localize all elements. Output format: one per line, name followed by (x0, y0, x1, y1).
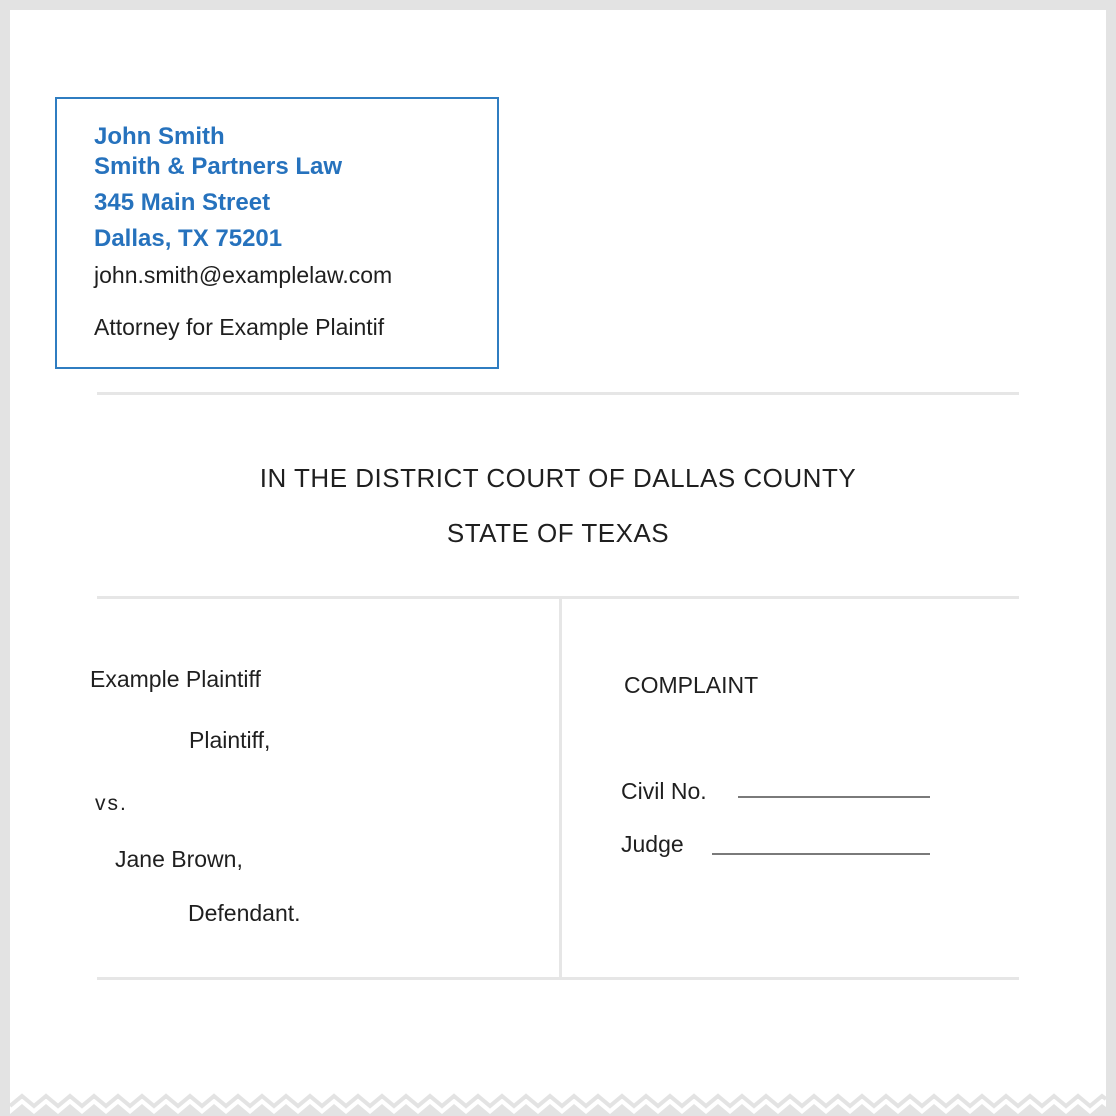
court-state: STATE OF TEXAS (446, 518, 670, 548)
civil-no-label: Civil No. (621, 778, 707, 804)
attorney-firm: Smith & Partners Law (94, 153, 343, 180)
torn-edge (10, 1086, 1106, 1116)
caption-divider (559, 599, 562, 977)
attorney-street: 345 Main Street (94, 189, 271, 216)
attorney-role: Attorney for Example Plaintif (94, 314, 385, 340)
judge-label: Judge (621, 831, 684, 857)
attorney-city: Dallas, TX 75201 (94, 225, 283, 252)
court-name: IN THE DISTRICT COURT OF DALLAS COUNTY (259, 463, 857, 493)
civil-no-blank[interactable] (738, 796, 930, 798)
versus-label: vs. (95, 792, 128, 815)
defendant-name: Jane Brown, (115, 846, 243, 872)
attorney-info-box (55, 97, 499, 369)
divider-caption-top (97, 596, 1019, 599)
plaintiff-name: Example Plaintiff (90, 666, 261, 692)
attorney-email: john.smith@examplelaw.com (94, 262, 393, 288)
complaint-title: COMPLAINT (624, 672, 759, 698)
plaintiff-label: Plaintiff, (189, 727, 271, 753)
attorney-name: John Smith (94, 123, 225, 150)
judge-blank[interactable] (712, 853, 930, 855)
divider-top (97, 392, 1019, 395)
document-page (10, 10, 1106, 1116)
defendant-label: Defendant. (188, 900, 301, 926)
divider-caption-bottom (97, 977, 1019, 980)
